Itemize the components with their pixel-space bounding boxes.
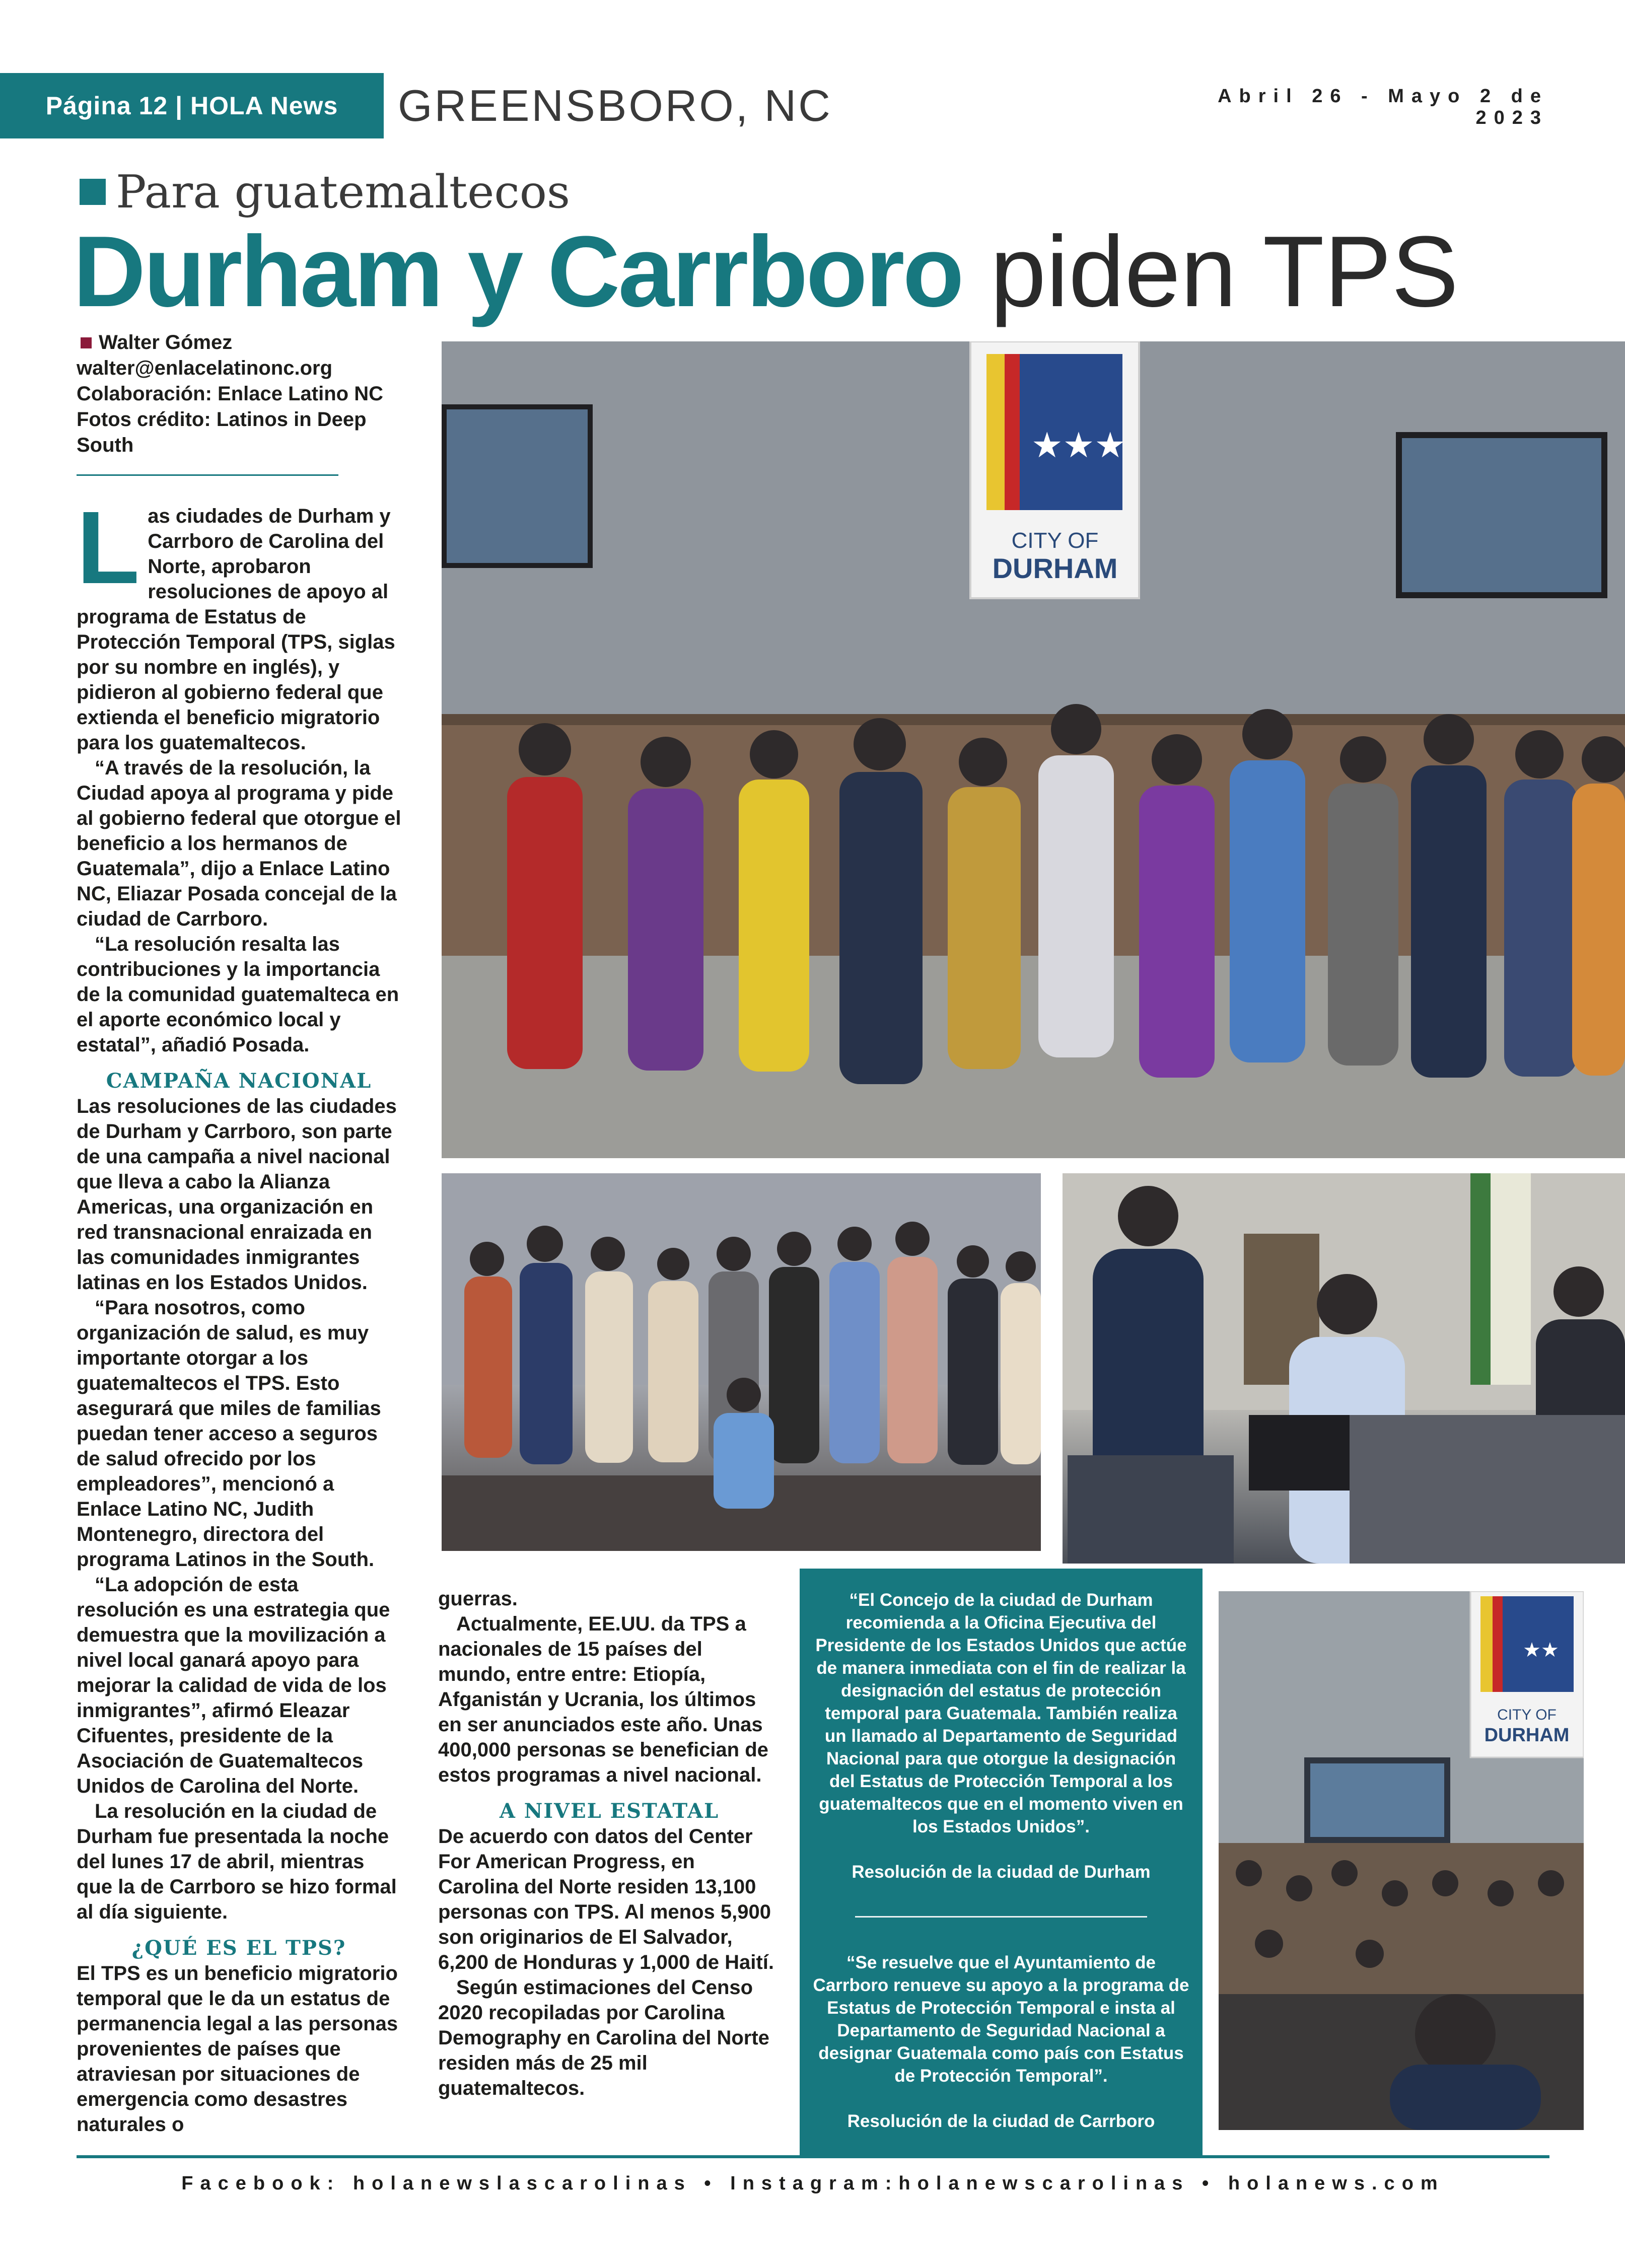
svg-text:★★: ★★ xyxy=(1523,1639,1559,1662)
quote-divider xyxy=(855,1916,1147,1918)
section-heading-estatal: A NIVEL ESTATAL xyxy=(499,1799,720,1823)
article-column-2 xyxy=(438,1586,781,2101)
photo-speaker-podium xyxy=(1063,1173,1625,1564)
article-paragraph: “Para nosotros, como organización de salud, es muy importante otorgar a los guatemaltecos el TPS. Esto asegurará que miles de familias puedan tener acceso a seguros de salud ofrecido por los empleadores”, mencionó a Enlace Latino NC, Judith Montenegro, directora del programa Latinos in the South. xyxy=(77,1297,381,1571)
seal-text-bottom: DURHAM xyxy=(992,552,1118,584)
article-paragraph: El TPS es un beneficio migratorio temporal que le da un estatus de permanencia legal a las personas provenientes de países que atraviesan por situaciones de emergencia como desastres naturales o xyxy=(77,1962,398,2136)
footer-social-links: Facebook: holanewslascarolinas • Instagram:holanewscarolinas • holanews.com xyxy=(181,2173,1445,2194)
article-paragraph: Actualmente, EE.UU. da TPS a nacionales de 15 países del mundo, entre entre: Etiopía, Afganistán y Ucrania, los últimos en ser anunciados este año. Unas 400,000 personas se benefician de estos programas a nivel nacional. xyxy=(438,1613,768,1786)
byline-square-icon xyxy=(81,337,92,348)
byline-email: walter@enlacelatinonc.org xyxy=(77,357,333,379)
seal-text-bottom-small: DURHAM xyxy=(1484,1725,1570,1746)
byline-author: Walter Gómez xyxy=(99,331,233,353)
photo-scene xyxy=(1219,1591,1584,2130)
drop-cap: L xyxy=(77,490,140,605)
section-heading-que-es: ¿QUÉ ES EL TPS? xyxy=(131,1936,346,1960)
kicker-square-icon xyxy=(80,179,106,205)
headline-light: piden TPS xyxy=(990,216,1459,328)
article-paragraph: La resolución en la ciudad de Durham fue presentada la noche del lunes 17 de abril, mientras que la de Carrboro se hizo formal al día siguiente. xyxy=(77,1800,397,1923)
seal-text-top: CITY OF xyxy=(1011,528,1099,553)
article-paragraph: “A través de la resolución, la Ciudad apoya al programa y pide al gobierno federal que otorgue el beneficio a los hermanos de Guatemala”, dijo a Enlace Latino NC, Eliazar Posada concejal de la ciudad de Carrboro. xyxy=(77,757,401,930)
headline-bold: Durham y Carrboro xyxy=(73,216,962,328)
quote-carrboro: “Se resuelve que el Ayuntamiento de Carrboro renueve su apoyo a la programa de Estatus de Protección Temporal e insta al Departamento de Seguridad Nacional a designar Guatemala como país con Estatus de Protección Temporal”. xyxy=(813,1953,1189,2086)
byline-photo-credit-2: South xyxy=(77,434,134,456)
issue-date: Abril 26 - Mayo 2 de 2023 xyxy=(1218,86,1548,128)
photo-scene xyxy=(1063,1173,1625,1564)
photo-scene xyxy=(442,341,1625,1158)
page-label: Página 12 | HOLA News xyxy=(0,73,384,138)
article-paragraph: Las ciudades de Durham y Carrboro de Carolina del Norte, aprobaron resoluciones de apoyo al programa de Estatus de Protección Temporal (TPS, siglas por su nombre en inglés), y pidieron al gobierno federal que extienda el beneficio migratorio para los guatemaltecos. xyxy=(77,490,395,754)
svg-text:★★★: ★★★ xyxy=(1031,424,1126,466)
article-paragraph: De acuerdo con datos del Center For American Progress, en Carolina del Norte residen 13,100 personas con TPS. Al menos 5,900 son originarios de El Salvador, 6,200 de Honduras y 1,000 de Haití. xyxy=(438,1825,774,1973)
kicker: Para guatemaltecos xyxy=(116,166,571,219)
quote-source-carrboro: Resolución de la ciudad de Carrboro xyxy=(847,2111,1155,2131)
photo-scene xyxy=(442,1173,1041,1551)
article-paragraph: guerras. xyxy=(438,1588,518,1610)
article-paragraph: Según estimaciones del Censo 2020 recopiladas por Carolina Demography en Carolina del Norte residen más de 25 mil guatemaltecos. xyxy=(438,1976,769,2099)
article-paragraph: “La resolución resalta las contribuciones y la importancia de la comunidad guatemalteca en el aporte económico local y estatal”, añadió Posada. xyxy=(77,933,399,1056)
byline-photo-credit: Fotos crédito: Latinos in Deep xyxy=(77,408,367,431)
byline-collaboration: Colaboración: Enlace Latino NC xyxy=(77,383,383,405)
article-paragraph: Las resoluciones de las ciudades de Durham y Carrboro, son parte de una campaña a nivel nacional que lleva a cabo la Alianza Americas, una organización en red transnacional enraizada en las comunidades inmigrantes latinas en los Estados Unidos. xyxy=(77,1095,397,1294)
photo-durham-council-group xyxy=(442,341,1625,1158)
article-column-1 xyxy=(77,490,401,2137)
quote-durham: “El Concejo de la ciudad de Durham recomienda a la Oficina Ejecutiva del Presidente de los Estados Unidos que actúe de manera inmediata con el fin de realizar la designación del estatus de protección temporal para Guatemala. También realiza un llamado al Departamento de Seguridad Nacional para que otorgue la designación del Estatus de Protección Temporal a los guatemaltecos que en el momento viven en los Estados Unidos”. xyxy=(815,1590,1187,1836)
byline-divider xyxy=(77,474,338,476)
headline xyxy=(73,211,1459,332)
quote-source-durham: Resolución de la ciudad de Durham xyxy=(852,1862,1151,1882)
section-heading-campana: CAMPAÑA NACIONAL xyxy=(106,1069,372,1093)
article-paragraph: “La adopción de esta resolución es una estrategia que demuestra que la movilización a nivel local ganará apoyo para mejorar la calidad de vida de los inmigrantes”, afirmó Eleazar Cifuentes, presidente de la Asociación de Guatemaltecos Unidos de Carolina del Norte. xyxy=(77,1574,390,1797)
resolution-quotes-box xyxy=(800,1569,1203,2155)
footer-divider xyxy=(77,2155,1549,2158)
photo-durham-chamber xyxy=(1219,1591,1584,2130)
header-city: GREENSBORO, NC xyxy=(398,81,832,130)
photo-carrboro-group xyxy=(442,1173,1041,1551)
seal-text-top-small: CITY OF xyxy=(1497,1707,1557,1723)
